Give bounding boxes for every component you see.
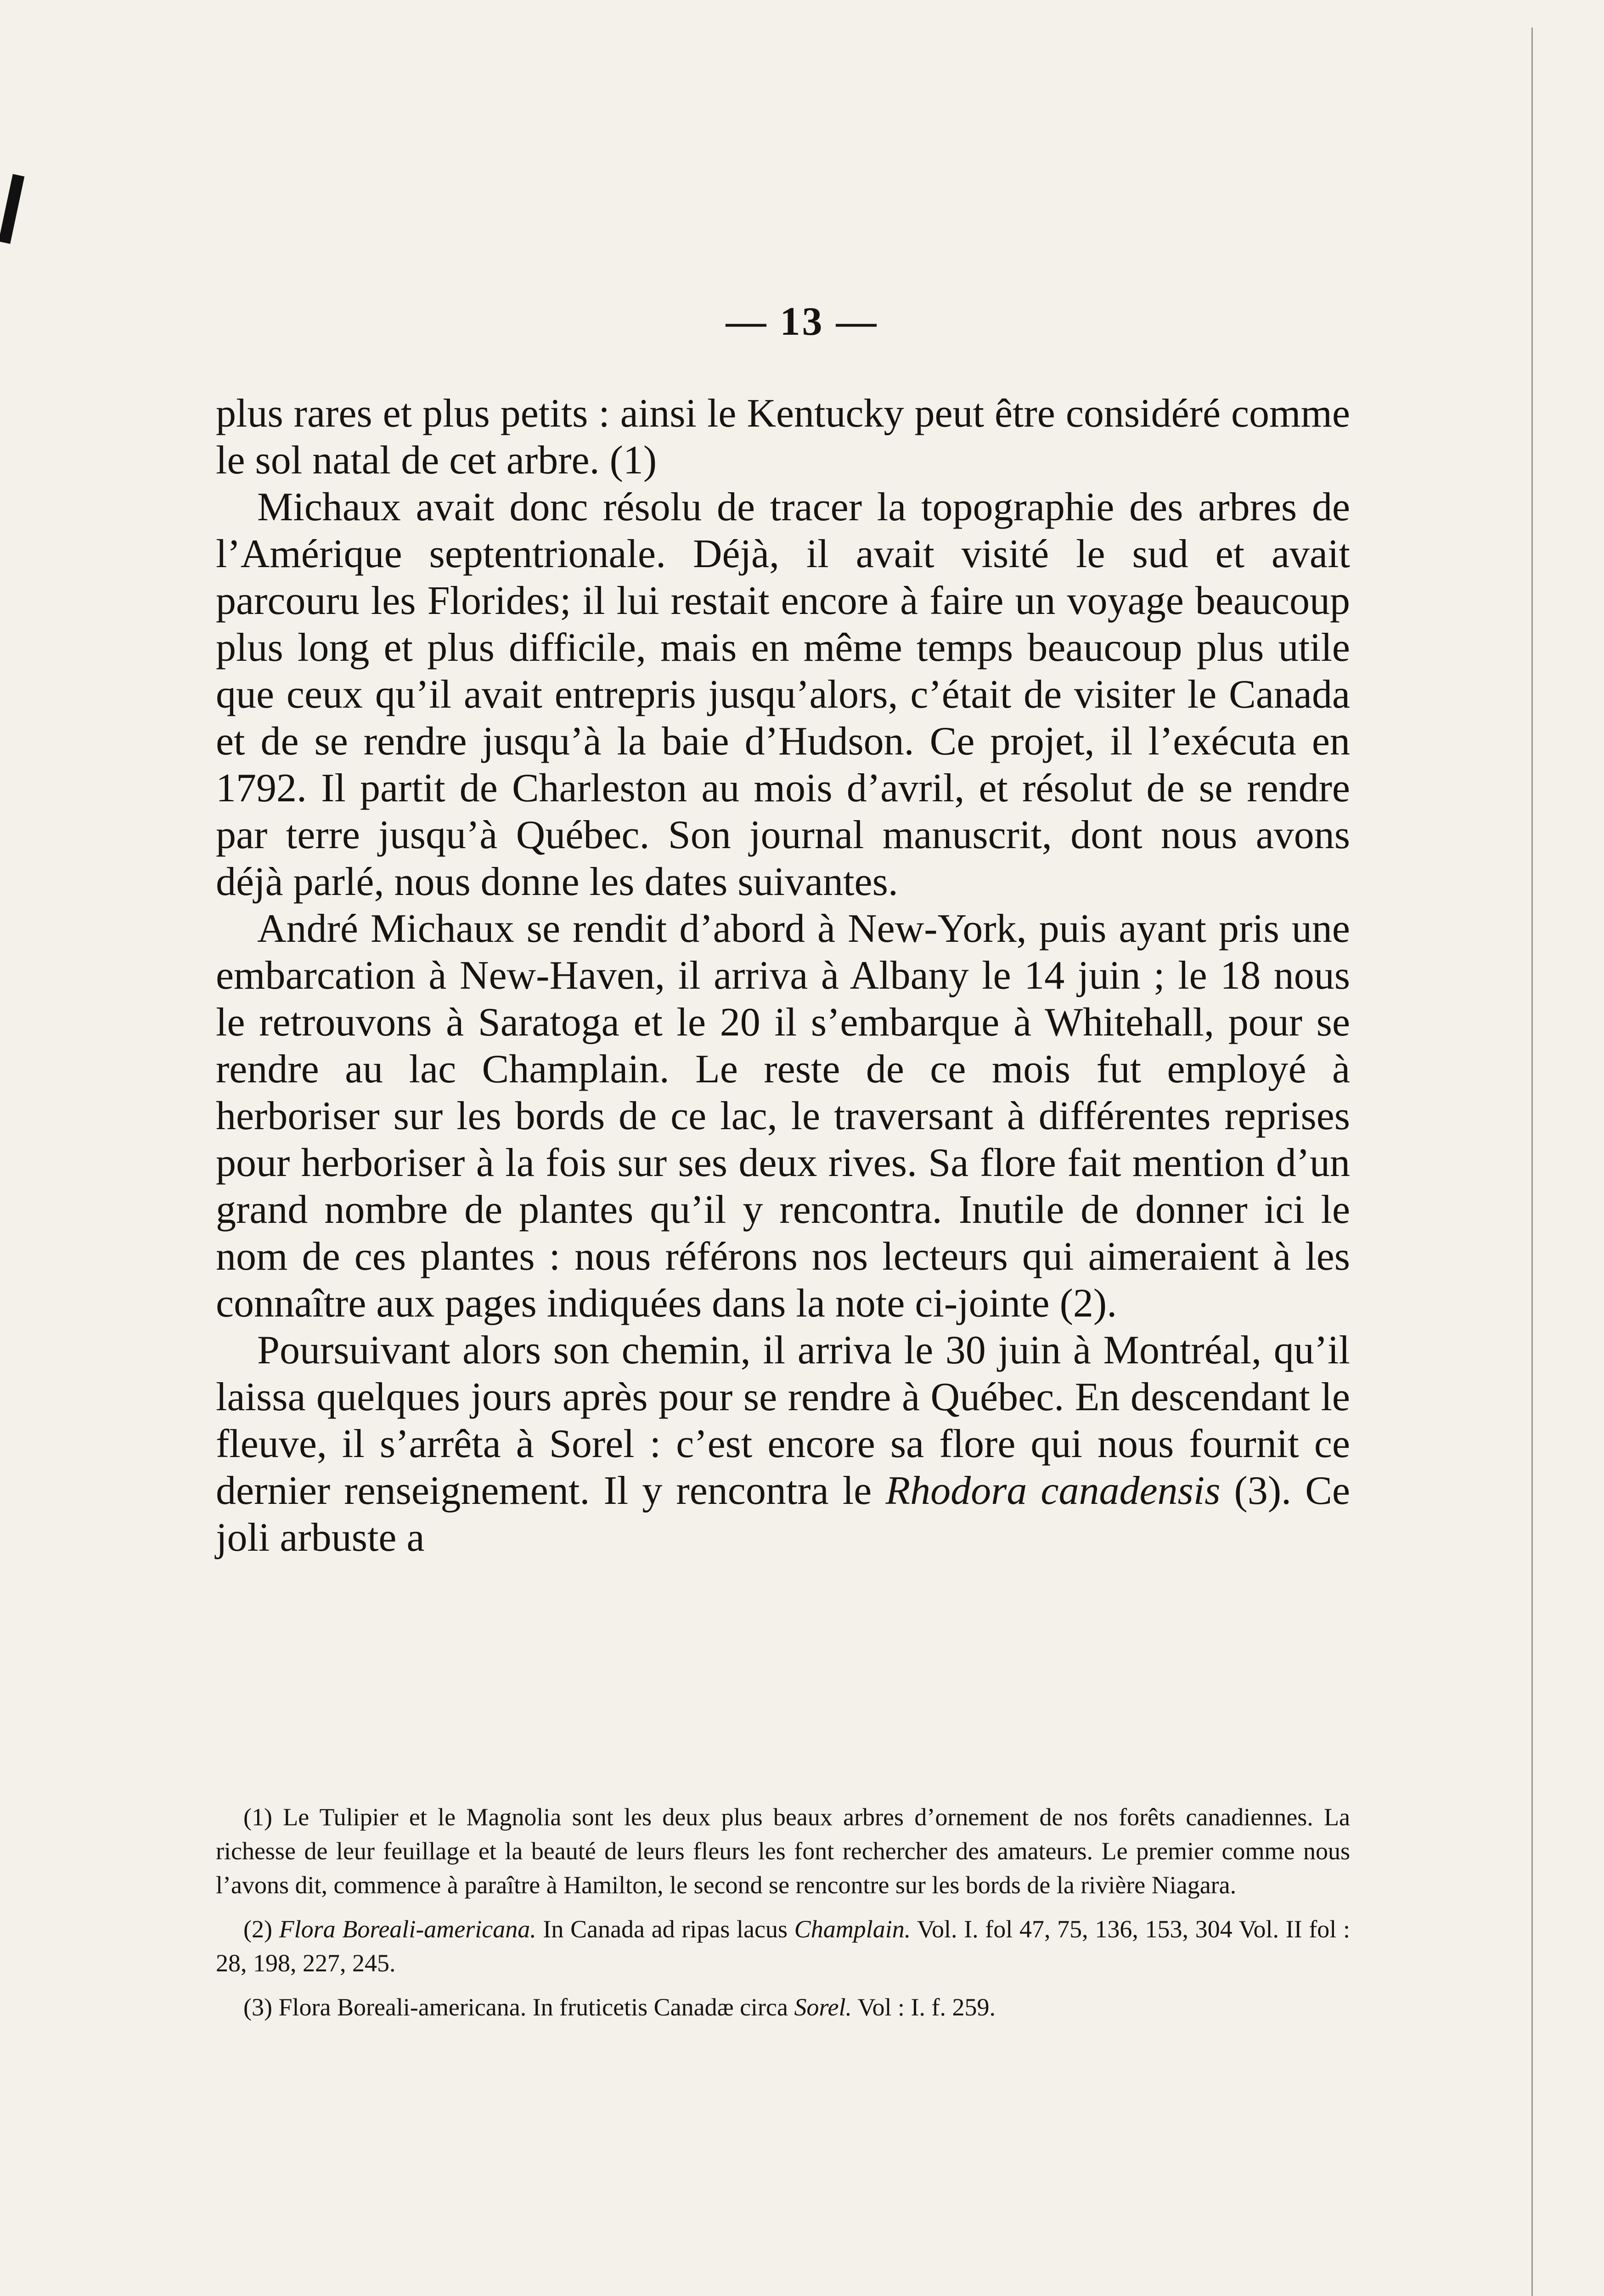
footnote-3: (3) Flora Boreali-americana. In fruticetis Canadæ circa Sorel. Vol : I. f. 259. xyxy=(243,1993,996,2021)
page-number: — 13 — xyxy=(726,299,878,344)
scan-mark-right-edge xyxy=(1531,28,1533,2296)
paragraph-1: plus rares et plus petits : ainsi le Kentucky peut être considéré comme le sol natal de cet arbre. (1) xyxy=(216,391,1350,483)
footnote-2: (2) Flora Boreali-americana. In Canada ad ripas lacus Champlain. Vol. I. fol 47, 75, 136, 153, 304 Vol. II fol : 28, 198, 227, 245. xyxy=(216,1915,1350,1977)
footnotes xyxy=(216,1800,1350,2034)
paragraph-4: Poursuivant alors son chemin, il arriva le 30 juin à Montréal, qu’il laissa quelques jours après pour se rendre à Québec. En descendant le fleuve, il s’arrêta à Sorel : c’est encore sa flore qui nous fournit ce dernier renseignement. Il y rencontra le Rhodora canadensis (3). Ce joli arbuste a xyxy=(216,1328,1350,1560)
body-text xyxy=(216,390,1350,1561)
paragraph-2: Michaux avait donc résolu de tracer la topographie des arbres de l’Amérique septentrionale. Déjà, il avait visité le sud et avait parcouru les Florides; il lui restait encore à faire un voyage beaucoup plus long et plus difficile, mais en même temps beaucoup plus utile que ceux qu’il avait entrepris jusqu’alors, c’était de visiter le Canada et de se rendre jusqu’à la baie d’Hudson. Ce projet, il l’exécuta en 1792. Il partit de Charleston au mois d’avril, et résolut de se rendre par terre jusqu’à Québec. Son journal manuscrit, dont nous avons déjà parlé, nous donne les dates suivantes. xyxy=(216,485,1350,904)
paragraph-3: André Michaux se rendit d’abord à New-York, puis ayant pris une embarcation à New-Haven, il arriva à Albany le 14 juin ; le 18 nous le retrouvons à Saratoga et le 20 il s’embarque à Whitehall, pour se rendre au lac Champlain. Le reste de ce mois fut employé à herboriser sur les bords de ce lac, le traversant à différentes reprises pour herboriser à la fois sur ses deux rives. Sa flore fait mention d’un grand nombre de plantes qu’il y rencontra. Inutile de donner ici le nom de ces plantes : nous référons nos lecteurs qui aimeraient à les connaître aux pages indiquées dans la note ci-jointe (2). xyxy=(216,906,1350,1326)
scan-mark-top-left xyxy=(0,174,24,244)
footnote-1: (1) Le Tulipier et le Magnolia sont les deux plus beaux arbres d’ornement de nos forêts canadiennes. La richesse de leur feuillage et la beauté de leurs fleurs les font rechercher des amateurs. Le premier comme nous l’avons dit, commence à paraître à Hamilton, le second se rencontre sur les bords de la rivière Niagara. xyxy=(216,1803,1350,1899)
species-name: Rhodora canadensis xyxy=(885,1469,1221,1513)
